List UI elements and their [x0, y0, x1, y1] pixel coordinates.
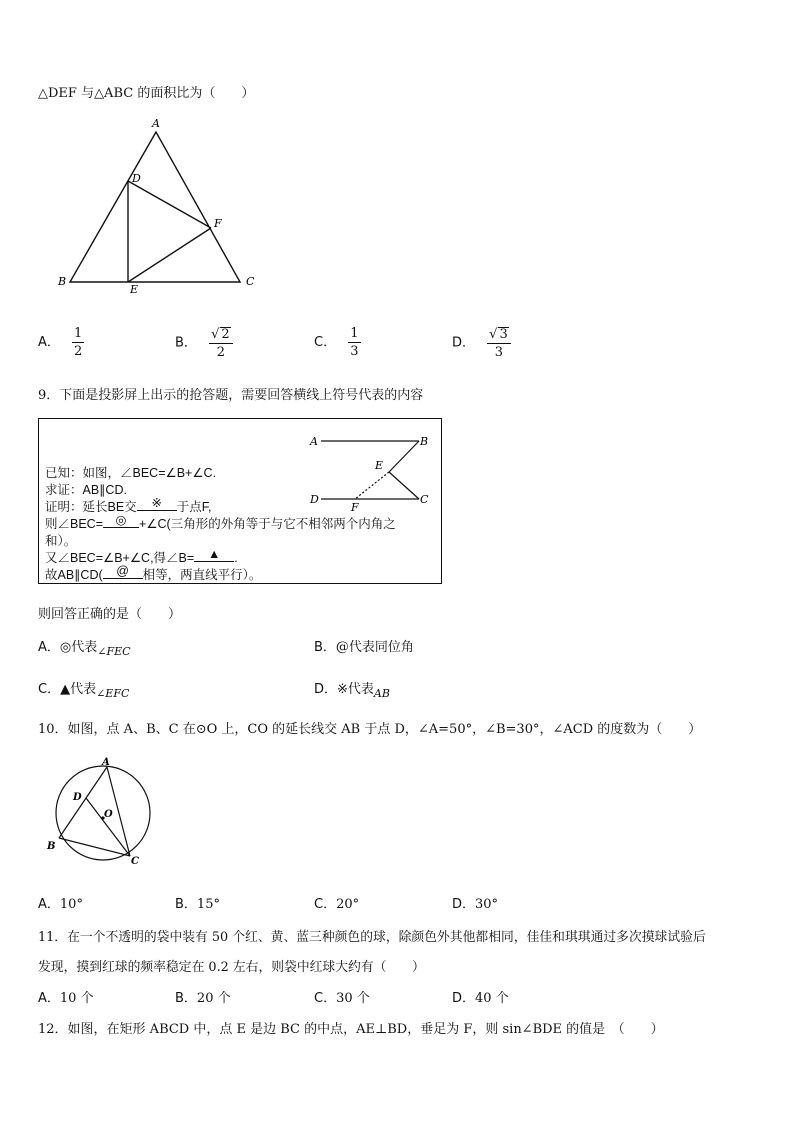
- q11-option-c[interactable]: C．30 个: [314, 991, 370, 1006]
- segment-cd: [86, 798, 130, 856]
- q10-option-c[interactable]: C．20°: [314, 897, 360, 912]
- chord-ab: [59, 767, 107, 838]
- q9-figure: [307, 429, 437, 513]
- q8-label-b: B: [58, 275, 67, 288]
- q8-option-a[interactable]: A． $\frac{1}{2}$: [38, 326, 83, 359]
- q9-option-b[interactable]: B．@代表同位角: [314, 640, 414, 655]
- fraction: $\frac{1}{2}$: [74, 326, 83, 359]
- q11-option-a[interactable]: A．10 个: [38, 991, 94, 1006]
- q9-label-e: E: [375, 459, 384, 472]
- q10-label-d: D: [73, 792, 82, 803]
- q12-stem: 12．如图，在矩形 ABCD 中，点 E 是边 BC 的中点，AE⊥BD，垂足为 F，则 sin∠BDE 的值是 （ ）: [38, 1022, 664, 1037]
- q9-label-c: C: [420, 493, 429, 506]
- q8-option-c[interactable]: C． $\frac{1}{3}$: [314, 326, 359, 359]
- q9-box-line-again: 又∠BEC=∠B+∠C,得∠B= ▲ .: [45, 547, 238, 565]
- q9-box-line-angle: 则∠BEC= ◎ +∠C(三角形的外角等于与它不相邻两个内角之: [45, 513, 396, 531]
- fraction: $\frac{1}{3}$: [350, 326, 359, 359]
- chord-bc: [59, 838, 130, 856]
- q8-label-f: F: [214, 217, 222, 230]
- q8-label-d: D: [132, 172, 141, 185]
- radical-sign: √: [489, 327, 498, 342]
- q10-label-o: O: [104, 809, 113, 820]
- q9-option-d[interactable]: D．※代表$_{AB}$: [314, 682, 390, 700]
- q9-label-f: F: [351, 501, 359, 513]
- q11-option-b[interactable]: B．20 个: [175, 991, 231, 1006]
- q8-label-a: A: [152, 117, 160, 130]
- blank-note: ※: [137, 495, 177, 511]
- q10-option-b[interactable]: B．15°: [175, 897, 220, 912]
- q11-option-d[interactable]: D．40 个: [452, 991, 509, 1006]
- q9-stem: 9．下面是投影屏上出示的抢答题，需要回答横线上符号代表的内容: [38, 388, 424, 403]
- q10-stem: 10．如图，点 A、B、C 在⊙O 上，CO 的延长线交 AB 于点 D，∠A=50°，∠B=30°，∠ACD 的度数为（ ）: [38, 722, 702, 737]
- q8-stem: △DEF 与△ABC 的面积比为（ ）: [38, 86, 255, 101]
- q8-option-b[interactable]: B． $\frac{√ 2}{2}$: [175, 327, 233, 359]
- q9-option-a[interactable]: A．◎代表$_{\angle FEC}$: [38, 640, 131, 658]
- blank-at: @: [103, 564, 143, 579]
- segment-df: [128, 181, 211, 228]
- q9-box-line-reason-end: 和）。: [45, 534, 77, 548]
- radical-sign: √: [211, 327, 220, 342]
- q8-option-d[interactable]: D． $\frac{√ 3}{3}$: [452, 327, 511, 359]
- segment-be: [389, 441, 419, 472]
- q10-figure: [40, 756, 160, 868]
- q9-box-line-proof: 证明：延长BE交 ※ 于点F,: [45, 496, 212, 514]
- q9-prompt: 则回答正确的是（ ）: [38, 607, 182, 622]
- q8-label-c: C: [246, 275, 255, 288]
- blank-triangle: ▲: [194, 547, 234, 562]
- circle-o: [56, 766, 150, 860]
- q9-box-line-conclusion: 故AB∥CD( @ 相等，两直线平行）。: [45, 564, 262, 582]
- q9-option-c[interactable]: C．▲代表$_{\angle EFC}$: [38, 682, 130, 700]
- q10-label-a: A: [102, 757, 110, 768]
- q9-projector-box: [38, 418, 442, 584]
- q9-box-line-prove: 求证：AB∥CD.: [45, 483, 127, 497]
- segment-ef: [128, 228, 211, 282]
- q9-label-a: A: [310, 435, 318, 448]
- segment-ec: [389, 472, 419, 499]
- q10-option-d[interactable]: D．30°: [452, 897, 499, 912]
- blank-bullseye: ◎: [103, 512, 139, 528]
- q8-figure: [52, 112, 264, 296]
- q9-label-d: D: [310, 493, 319, 506]
- segment-ef-dashed: [355, 472, 389, 499]
- q10-label-b: B: [47, 841, 56, 852]
- fraction: $\frac{√ 3}{3}$: [487, 327, 511, 359]
- q9-label-b: B: [420, 435, 429, 448]
- q10-option-a[interactable]: A．10°: [38, 897, 83, 912]
- q8-label-e: E: [130, 283, 139, 296]
- triangle-abc: [70, 132, 240, 282]
- q9-box-line-given: 已知：如图，∠BEC=∠B+∠C.: [45, 466, 217, 480]
- q11-stem-line1: 11．在一个不透明的袋中装有 50 个红、黄、蓝三种颜色的球，除颜色外其他都相同，佳佳和琪琪通过多次摸球试验后: [38, 930, 706, 945]
- q11-stem-line2: 发现，摸到红球的频率稳定在 0.2 左右，则袋中红球大约有（ ）: [38, 960, 425, 975]
- fraction: $\frac{√ 2}{2}$: [209, 327, 233, 359]
- q10-label-c: C: [131, 856, 139, 867]
